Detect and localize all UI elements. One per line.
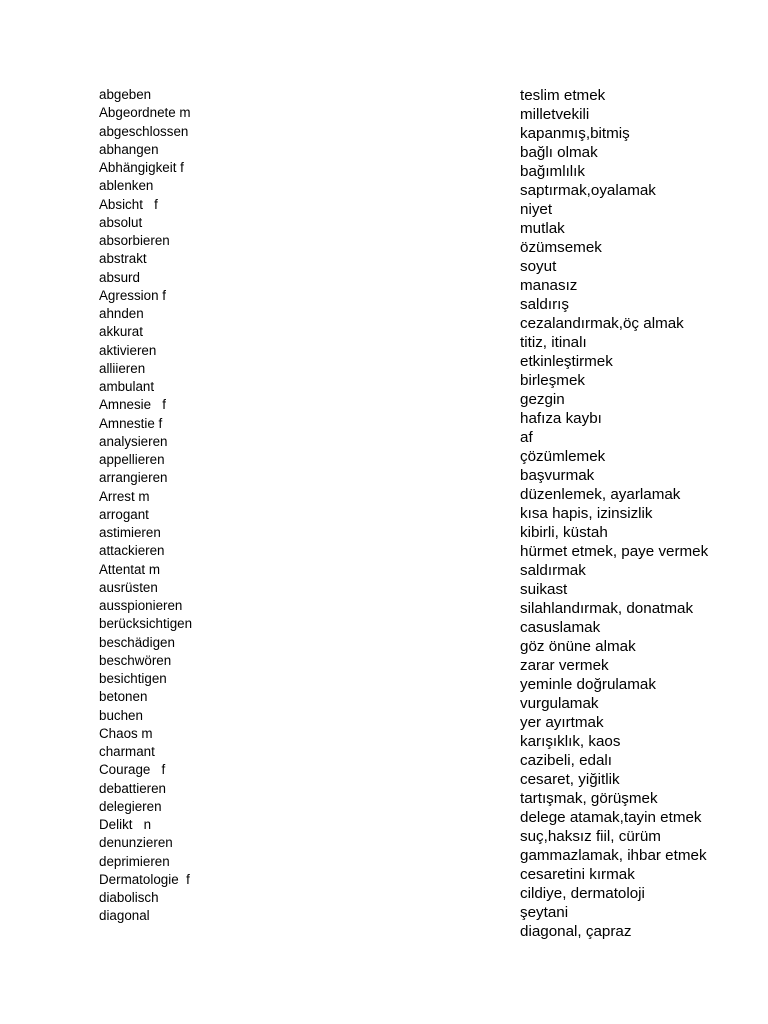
german-word: ablenken [99,178,154,194]
german-word: abstrakt [99,251,147,267]
turkish-translation: hafıza kaybı [520,410,602,427]
turkish-translation: saldırmak [520,562,586,579]
german-word: astimieren [99,525,161,540]
turkish-translation: hürmet etmek, paye vermek [520,543,709,560]
turkish-translation: silahlandırmak, donatmak [520,600,694,617]
turkish-translation: düzenlemek, ayarlamak [520,486,681,503]
german-word: Absicht f [99,196,158,212]
turkish-translation: etkinleştirmek [520,353,613,370]
turkish-translation: saptırmak,oyalamak [520,182,656,199]
german-word: Delikt n [99,817,152,832]
german-word: ambulant [99,379,155,394]
turkish-translation: milletvekili [520,106,590,123]
turkish-translation: suikast [520,581,568,598]
turkish-translation: bağımlılık [520,163,585,180]
german-word: charmant [99,744,155,759]
german-word: attackieren [99,543,165,559]
german-word: betonen [99,689,148,705]
german-word: beschwören [99,652,172,668]
german-word: berücksichtigen [99,616,193,632]
german-word: Abgeordnete m [99,105,191,121]
german-word: akkurat [99,324,143,340]
turkish-translation: karışıklık, kaos [520,733,621,750]
german-word: Agression f [99,287,166,303]
german-word: arrangieren [99,470,168,486]
turkish-translation: cildiye, dermatoloji [520,885,645,902]
turkish-translation: göz önüne almak [520,638,636,655]
turkish-translation: gezgin [520,391,565,408]
german-word: absolut [99,214,143,230]
german-word: abhangen [99,141,159,157]
german-word: delegieren [99,798,162,814]
turkish-translation: titiz, itinalı [520,334,587,351]
german-word: Dermatologie f [99,871,190,887]
german-word: Amnestie f [99,415,163,431]
german-word: analysieren [99,433,168,449]
turkish-translation: soyut [520,258,557,275]
turkish-translation: niyet [520,201,553,218]
german-word: absorbieren [99,233,170,248]
turkish-translation: suç,haksız fiil, cürüm [520,828,661,845]
german-word: Amnesie f [99,397,166,413]
german-word-column [99,86,359,926]
german-word: buchen [99,707,143,723]
turkish-translation: gammazlamak, ihbar etmek [520,847,707,864]
turkish-translation: kapanmış,bitmiş [520,125,630,142]
turkish-translation: yeminle doğrulamak [520,676,656,693]
german-word: Arrest m [99,488,150,504]
german-word: debattieren [99,780,167,796]
turkish-translation: casuslamak [520,619,601,636]
german-word: abgeschlossen [99,123,189,139]
turkish-translation: bağlı olmak [520,144,598,161]
turkish-translation: teslim etmek [520,87,606,104]
german-word: alliieren [99,360,146,376]
german-word: diabolisch [99,890,159,905]
turkish-translation: manasız [520,277,578,294]
german-word: ahnden [99,306,144,321]
turkish-translation: af [520,429,533,446]
turkish-translation: cezalandırmak,öç almak [520,315,684,332]
turkish-translation-column [520,86,765,941]
german-word: abgeben [99,87,152,102]
turkish-translation: zarar vermek [520,657,609,674]
german-word: besichtigen [99,671,167,686]
german-word: deprimieren [99,853,170,869]
turkish-translation: yer ayırtmak [520,714,604,731]
turkish-translation: kibirli, küstah [520,524,608,541]
turkish-translation: diagonal, çapraz [520,923,632,940]
turkish-translation: özümsemek [520,239,602,256]
german-word: Abhängigkeit f [99,160,184,175]
german-word: absurd [99,269,140,285]
turkish-translation: çözümlemek [520,448,606,465]
turkish-translation: tartışmak, görüşmek [520,790,658,807]
turkish-translation: cazibeli, edalı [520,752,613,769]
turkish-translation: kısa hapis, izinsizlik [520,505,653,522]
german-word: Courage f [99,762,166,778]
turkish-translation: cesaretini kırmak [520,866,635,883]
german-word: aktivieren [99,342,157,358]
german-word: beschädigen [99,634,175,650]
turkish-translation: saldırış [520,296,569,313]
turkish-translation: cesaret, yiğitlik [520,771,620,788]
german-word: arrogant [99,506,149,522]
german-word: ausrüsten [99,579,158,595]
german-word: Attentat m [99,561,161,577]
german-word: diagonal [99,908,150,924]
german-word: denunzieren [99,835,173,851]
turkish-translation: birleşmek [520,372,585,389]
german-word: Chaos m [99,725,153,741]
turkish-translation: vurgulamak [520,695,599,712]
turkish-translation: mutlak [520,220,565,237]
turkish-translation: delege atamak,tayin etmek [520,809,702,826]
turkish-translation: başvurmak [520,467,595,484]
german-word: appellieren [99,452,165,467]
german-word: ausspionieren [99,598,183,613]
turkish-translation: şeytani [520,904,569,921]
